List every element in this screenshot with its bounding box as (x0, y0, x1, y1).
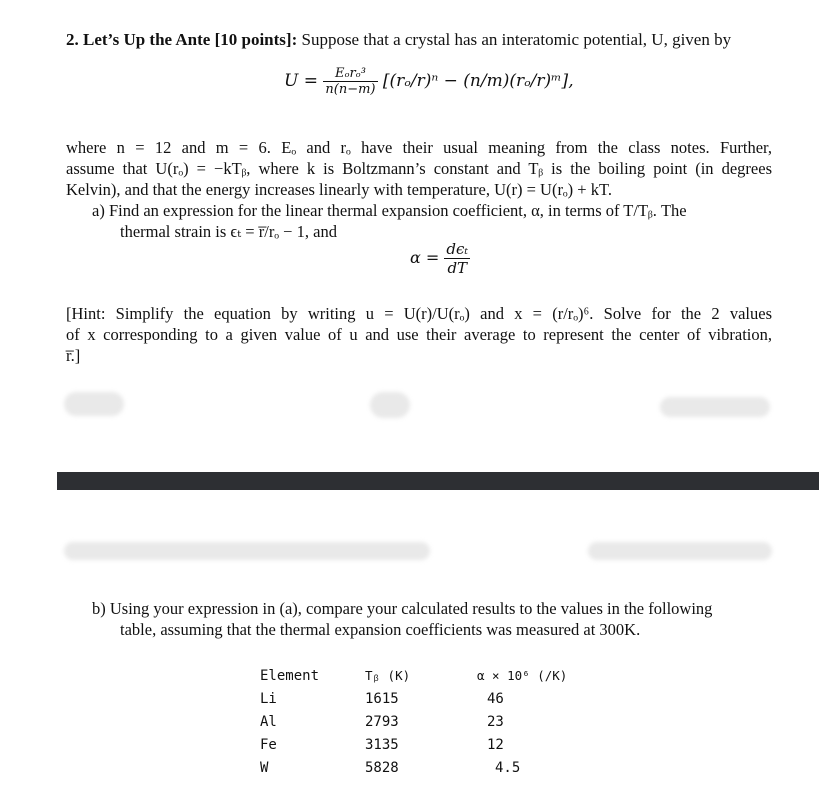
table-cell: 3135 (365, 736, 399, 753)
part-b-line: table, assuming that the thermal expansion coefficients was measured at 300K. (120, 620, 641, 639)
part-a-line: thermal strain is ϵₜ = r̅/rₒ − 1, and (120, 222, 337, 241)
hint-paragraph (66, 303, 772, 366)
where-line: where n = 12 and m = 6. Eₒ and rₒ have their usual meaning from the class notes. Further, (66, 138, 772, 157)
problem-title: Let’s Up the Ante [10 points]: (83, 30, 298, 49)
redaction-blob (660, 397, 770, 417)
table-cell: Li (260, 690, 277, 707)
table-cell: 2793 (365, 713, 399, 730)
alpha-denominator: dT (447, 259, 468, 277)
table-cell: Fe (260, 736, 277, 753)
part-a (92, 200, 772, 242)
where-paragraph (66, 137, 772, 200)
part-a-line: Find an expression for the linear thermal expansion coefficient, α, in terms of T/Tᵦ. The (108, 201, 687, 220)
where-line: assume that U(rₒ) = −kTᵦ, where k is Boltzmann’s constant and Tᵦ is the boiling point (in degrees (66, 159, 772, 178)
element-table (254, 664, 645, 779)
part-b-label: b) (92, 599, 106, 618)
table-cell: W (260, 759, 269, 776)
table-row (254, 710, 645, 733)
part-a-label: a) (92, 201, 105, 220)
table-header: α × 10⁶ (/K) (477, 668, 568, 683)
table-cell: 23 (487, 713, 504, 730)
alpha-lhs: α = (410, 248, 440, 267)
potential-equation (284, 66, 574, 97)
equation-prefactor-numerator: Eₒrₒ³ (323, 66, 377, 82)
redaction-blob (588, 542, 772, 560)
table-cell: 4.5 (495, 759, 521, 776)
equation-bracket-body: [(rₒ/r)ⁿ − (n/m)(rₒ/r)ᵐ], (382, 71, 574, 91)
equation-prefactor-denominator: n(n−m) (325, 82, 376, 97)
equation-prefactor (323, 66, 377, 97)
table-header: Tᵦ (K) (365, 667, 411, 683)
page-divider-bar (57, 472, 819, 490)
part-b-line: Using your expression in (a), compare your calculated results to the values in the following (109, 599, 713, 618)
redaction-blob (370, 392, 410, 418)
alpha-equation (410, 240, 470, 277)
problem-number: 2. (66, 30, 79, 49)
alpha-fraction (444, 240, 470, 277)
table-cell: 1615 (365, 690, 399, 707)
hint-line: [Hint: Simplify the equation by writing u = U(r)/U(rₒ) and x = (r/rₒ)⁶. Solve for the 2 values (66, 304, 772, 323)
redaction-blob (64, 392, 124, 416)
table-header-row (254, 664, 645, 687)
table-cell: 5828 (365, 759, 399, 776)
table-cell: 12 (487, 736, 504, 753)
equation-lhs: U = (284, 71, 318, 91)
hint-line: of x corresponding to a given value of u and use their average to represent the center of vibration, (66, 325, 772, 344)
table-header: Element (260, 667, 320, 684)
where-line: Kelvin), and that the energy increases linearly with temperature, U(r) = U(rₒ) + kT. (66, 180, 612, 199)
alpha-numerator: dϵₜ (446, 240, 469, 258)
redaction-blob (64, 542, 430, 560)
table-row (254, 733, 645, 756)
table-row (254, 687, 645, 710)
table-cell: Al (260, 713, 277, 730)
table-cell: 46 (487, 690, 504, 707)
problem-heading (66, 30, 731, 50)
hint-line: r̅.] (66, 346, 81, 365)
part-b (92, 598, 782, 640)
problem-intro: Suppose that a crystal has an interatomic potential, U, given by (301, 30, 732, 49)
table-row (254, 756, 645, 779)
